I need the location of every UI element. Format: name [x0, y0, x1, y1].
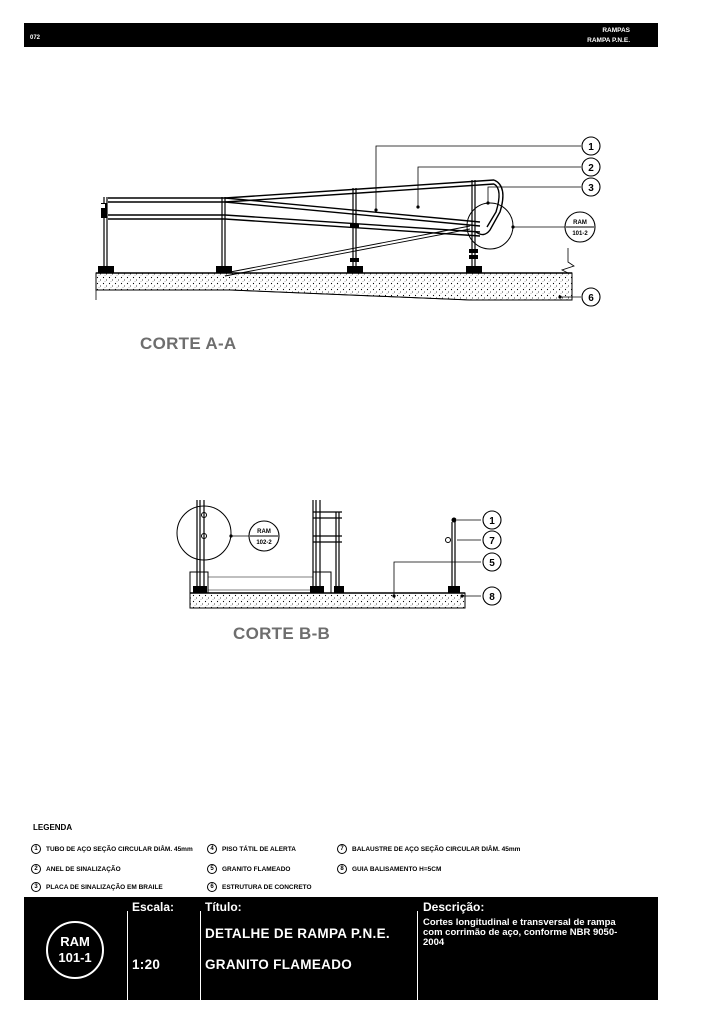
section-a-title: CORTE A-A — [140, 334, 237, 353]
callout-a-2: 2 — [588, 163, 594, 174]
legend-number: 3 — [31, 882, 41, 892]
legend-number: 7 — [337, 844, 347, 854]
legend-number: 4 — [207, 844, 217, 854]
legend-number: 6 — [207, 882, 217, 892]
detail-ref-b-code: RAM — [257, 529, 271, 535]
divider — [127, 911, 128, 1000]
legend-item — [31, 882, 163, 892]
legend-item — [207, 864, 291, 874]
sheet-badge-code: RAM — [60, 934, 90, 949]
legend-title: LEGENDA — [33, 823, 73, 832]
callout-b-1: 1 — [489, 516, 495, 527]
legend-item — [31, 844, 193, 854]
detail-ref-a-sheet: 101-2 — [572, 231, 588, 237]
signal-rings-a — [350, 224, 478, 262]
title-label: Título: — [205, 900, 242, 914]
handrails-a — [108, 180, 503, 276]
legend-item — [31, 864, 121, 874]
legend-item — [337, 844, 520, 854]
callout-a-1: 1 — [588, 142, 594, 153]
callouts-b — [249, 511, 501, 605]
legend-text: TUBO DE AÇO SEÇÃO CIRCULAR DIÂM. 45mm — [46, 845, 193, 853]
description-text: Cortes longitudinal e transversal de rampa com corrimão de aço, conforme NBR 9050-2004 — [423, 917, 618, 948]
description-label: Descrição: — [423, 900, 485, 914]
page-number: 072 — [30, 35, 41, 41]
callout-b-8: 8 — [489, 592, 495, 603]
section-b-title: CORTE B-B — [233, 624, 331, 643]
legend-number: 5 — [207, 864, 217, 874]
legend-text: GUIA BALISAMENTO H=5CM — [352, 865, 442, 873]
legend-item — [207, 844, 296, 854]
slab-a — [96, 273, 572, 300]
callout-b-5: 5 — [489, 558, 495, 569]
section-b-drawing — [177, 500, 501, 608]
subsection-name: RAMPA P.N.E. — [587, 37, 630, 44]
scale-value: 1:20 — [132, 957, 161, 972]
scale-label: Escala: — [132, 900, 175, 914]
divider — [200, 911, 201, 1000]
title-block — [24, 897, 658, 1000]
legend-text: PISO TÁTIL DE ALERTA — [222, 845, 296, 853]
detail-ref-b-sheet: 102-2 — [256, 540, 272, 546]
legend-text: ANEL DE SINALIZAÇÃO — [46, 865, 121, 873]
legend-number: 8 — [337, 864, 347, 874]
legend-text: GRANITO FLAMEADO — [222, 865, 291, 873]
title-line-2: GRANITO FLAMEADO — [205, 957, 353, 972]
legend-text: ESTRUTURA DE CONCRETO — [222, 883, 312, 891]
legend-item — [207, 882, 312, 892]
section-a-drawing — [96, 137, 600, 306]
sheet-badge — [46, 921, 104, 979]
slab-b — [190, 593, 465, 608]
title-line-1: DETALHE DE RAMPA P.N.E. — [205, 926, 390, 941]
callout-b-7: 7 — [489, 536, 495, 547]
legend-number: 2 — [31, 864, 41, 874]
callout-a-3: 3 — [588, 183, 594, 194]
legend-number: 1 — [31, 844, 41, 854]
legend-text: BALAUSTRE DE AÇO SEÇÃO CIRCULAR DIÂM. 45mm — [352, 845, 521, 853]
legend-text: PLACA DE SINALIZAÇÃO EM BRAILE — [46, 883, 163, 891]
detail-ref-a-code: RAM — [573, 220, 587, 226]
legend-item — [337, 864, 441, 874]
section-name: RAMPAS — [602, 27, 630, 34]
divider — [417, 911, 418, 1000]
callout-a-6: 6 — [588, 293, 594, 304]
sheet-badge-number: 101-1 — [58, 950, 92, 965]
